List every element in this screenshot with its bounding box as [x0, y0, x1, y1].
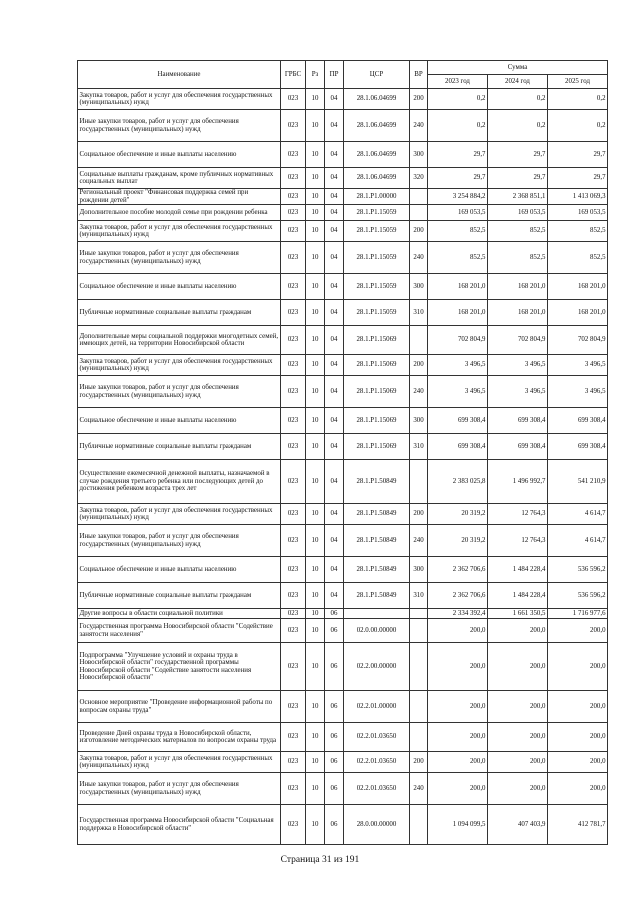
cell-rz: 10 [306, 205, 325, 221]
table-row [78, 557, 608, 583]
cell-2024: 29,7 [488, 168, 548, 189]
cell-2023: 200,0 [428, 752, 488, 773]
cell-csr: 28.1.06.04699 [344, 142, 410, 168]
cell-grbs: 023 [281, 752, 306, 773]
cell-vr [410, 691, 428, 723]
header-pr: ПР [325, 61, 344, 89]
cell-2025: 200,0 [548, 691, 608, 723]
cell-2023: 29,7 [428, 142, 488, 168]
cell-grbs: 023 [281, 805, 306, 845]
cell-2023: 852,5 [428, 242, 488, 274]
cell-2024: 702 804,9 [488, 326, 548, 355]
cell-grbs: 023 [281, 142, 306, 168]
cell-name: Проведение Дней охраны труда в Новосибирской области, изготовление методических материалов по вопросам охраны труда [78, 723, 281, 752]
cell-rz: 10 [306, 408, 325, 434]
cell-2025: 1 413 069,3 [548, 189, 608, 205]
cell-name: Социальные выплаты гражданам, кроме публичных нормативных социальных выплат [78, 168, 281, 189]
cell-csr: 28.1.P1.15069 [344, 408, 410, 434]
header-year-2025: 2025 год [548, 75, 608, 89]
table-row [78, 110, 608, 142]
cell-2024: 0,2 [488, 110, 548, 142]
cell-grbs: 023 [281, 355, 306, 376]
cell-2024: 200,0 [488, 723, 548, 752]
table-row [78, 89, 608, 110]
cell-vr: 300 [410, 557, 428, 583]
cell-pr: 04 [325, 434, 344, 460]
cell-2023: 1 094 099,5 [428, 805, 488, 845]
table-row [78, 408, 608, 434]
cell-pr: 04 [325, 460, 344, 504]
cell-pr: 06 [325, 773, 344, 805]
page-number: Страница 31 из 191 [280, 855, 360, 865]
cell-grbs: 023 [281, 189, 306, 205]
header-year-2023: 2023 год [428, 75, 488, 89]
cell-grbs: 023 [281, 205, 306, 221]
cell-2024: 3 496,5 [488, 355, 548, 376]
cell-rz: 10 [306, 619, 325, 643]
cell-pr: 04 [325, 376, 344, 408]
cell-vr: 300 [410, 274, 428, 300]
cell-csr: 28.1.P1.15069 [344, 376, 410, 408]
cell-2024: 169 053,5 [488, 205, 548, 221]
cell-grbs: 023 [281, 643, 306, 691]
table-row [78, 221, 608, 242]
cell-grbs: 023 [281, 89, 306, 110]
cell-name: Дополнительное пособие молодой семье при рождении ребенка [78, 205, 281, 221]
cell-grbs: 023 [281, 408, 306, 434]
cell-pr: 06 [325, 619, 344, 643]
cell-2024: 699 308,4 [488, 434, 548, 460]
cell-2023: 3 254 884,2 [428, 189, 488, 205]
cell-pr: 04 [325, 242, 344, 274]
cell-2023: 852,5 [428, 221, 488, 242]
header-vr: ВР [410, 61, 428, 89]
cell-csr: 02.0.00.00000 [344, 619, 410, 643]
cell-csr: 02.2.01.03650 [344, 723, 410, 752]
cell-rz: 10 [306, 805, 325, 845]
cell-pr: 04 [325, 300, 344, 326]
cell-pr: 04 [325, 142, 344, 168]
cell-rz: 10 [306, 557, 325, 583]
cell-csr: 28.1.P1.15059 [344, 205, 410, 221]
cell-csr [344, 609, 410, 619]
cell-csr: 28.1.P1.15069 [344, 355, 410, 376]
cell-2024: 200,0 [488, 691, 548, 723]
cell-2023: 200,0 [428, 619, 488, 643]
table-header [78, 61, 608, 89]
cell-rz: 10 [306, 242, 325, 274]
table-row [78, 189, 608, 205]
cell-name: Осуществление ежемесячной денежной выплаты, назначаемой в случае рождения третьего ребенка или последующих детей до достижения ребенком возраста трех лет [78, 460, 281, 504]
cell-rz: 10 [306, 189, 325, 205]
cell-csr: 28.1.06.04699 [344, 110, 410, 142]
cell-2025: 168 201,0 [548, 300, 608, 326]
cell-vr: 240 [410, 376, 428, 408]
cell-grbs: 023 [281, 326, 306, 355]
cell-2025: 536 596,2 [548, 557, 608, 583]
budget-table [77, 60, 608, 845]
cell-pr: 04 [325, 274, 344, 300]
cell-grbs: 023 [281, 723, 306, 752]
cell-2023: 699 308,4 [428, 408, 488, 434]
cell-2023: 200,0 [428, 773, 488, 805]
cell-csr: 28.1.06.04699 [344, 89, 410, 110]
cell-2024: 1 661 350,5 [488, 609, 548, 619]
cell-rz: 10 [306, 326, 325, 355]
cell-rz: 10 [306, 773, 325, 805]
cell-rz: 10 [306, 752, 325, 773]
cell-2025: 536 596,2 [548, 583, 608, 609]
cell-2023: 20 319,2 [428, 525, 488, 557]
cell-name: Закупка товаров, работ и услуг для обеспечения государственных (муниципальных) нужд [78, 504, 281, 525]
cell-name: Закупка товаров, работ и услуг для обеспечения государственных (муниципальных) нужд [78, 89, 281, 110]
cell-vr: 310 [410, 583, 428, 609]
cell-csr: 02.2.01.00000 [344, 691, 410, 723]
cell-grbs: 023 [281, 434, 306, 460]
cell-2025: 852,5 [548, 242, 608, 274]
cell-grbs: 023 [281, 773, 306, 805]
table-row [78, 619, 608, 643]
table-row [78, 773, 608, 805]
cell-grbs: 023 [281, 274, 306, 300]
cell-2025: 1 716 977,6 [548, 609, 608, 619]
cell-rz: 10 [306, 376, 325, 408]
cell-2023: 200,0 [428, 643, 488, 691]
cell-name: Закупка товаров, работ и услуг для обеспечения государственных (муниципальных) нужд [78, 752, 281, 773]
table-row [78, 326, 608, 355]
cell-csr: 28.1.P1.15069 [344, 326, 410, 355]
header-sum: Сумма [428, 61, 608, 75]
cell-grbs: 023 [281, 583, 306, 609]
cell-name: Другие вопросы в области социальной политики [78, 609, 281, 619]
cell-vr: 200 [410, 89, 428, 110]
table-row [78, 142, 608, 168]
table-row [78, 434, 608, 460]
cell-vr: 200 [410, 752, 428, 773]
cell-2024: 168 201,0 [488, 300, 548, 326]
cell-grbs: 023 [281, 557, 306, 583]
cell-name: Социальное обеспечение и иные выплаты населению [78, 274, 281, 300]
cell-rz: 10 [306, 583, 325, 609]
cell-grbs: 023 [281, 168, 306, 189]
cell-name: Иные закупки товаров, работ и услуг для обеспечения государственных (муниципальных) нужд [78, 773, 281, 805]
cell-rz: 10 [306, 691, 325, 723]
cell-2023: 2 362 706,6 [428, 583, 488, 609]
cell-2024: 699 308,4 [488, 408, 548, 434]
cell-2024: 852,5 [488, 242, 548, 274]
cell-2024: 12 764,3 [488, 504, 548, 525]
cell-2024: 2 368 851,1 [488, 189, 548, 205]
cell-2024: 1 484 228,4 [488, 583, 548, 609]
cell-2025: 3 496,5 [548, 355, 608, 376]
cell-name: Региональный проект "Финансовая поддержка семей при рождении детей" [78, 189, 281, 205]
cell-name: Социальное обеспечение и иные выплаты населению [78, 142, 281, 168]
cell-2023: 3 496,5 [428, 355, 488, 376]
cell-2025: 200,0 [548, 752, 608, 773]
cell-vr: 240 [410, 773, 428, 805]
cell-2025: 699 308,4 [548, 434, 608, 460]
cell-name: Иные закупки товаров, работ и услуг для обеспечения государственных (муниципальных) нужд [78, 525, 281, 557]
table-row [78, 525, 608, 557]
cell-pr: 04 [325, 89, 344, 110]
cell-vr: 320 [410, 168, 428, 189]
cell-pr: 04 [325, 168, 344, 189]
cell-vr [410, 643, 428, 691]
cell-vr [410, 805, 428, 845]
cell-rz: 10 [306, 274, 325, 300]
cell-name: Закупка товаров, работ и услуг для обеспечения государственных (муниципальных) нужд [78, 221, 281, 242]
cell-2024: 852,5 [488, 221, 548, 242]
cell-2023: 20 319,2 [428, 504, 488, 525]
cell-2023: 168 201,0 [428, 300, 488, 326]
cell-2025: 0,2 [548, 89, 608, 110]
cell-2024: 200,0 [488, 643, 548, 691]
cell-name: Иные закупки товаров, работ и услуг для обеспечения государственных (муниципальных) нужд [78, 110, 281, 142]
cell-vr [410, 460, 428, 504]
cell-name: Социальное обеспечение и иные выплаты населению [78, 557, 281, 583]
cell-name: Подпрограмма "Улучшение условий и охраны труда в Новосибирской области" государственной программы Новосибирской области "Содействие занятости населения Новосибирской области" [78, 643, 281, 691]
cell-csr: 02.2.01.03650 [344, 773, 410, 805]
cell-csr: 28.1.06.04699 [344, 168, 410, 189]
cell-grbs: 023 [281, 619, 306, 643]
cell-rz: 10 [306, 168, 325, 189]
cell-grbs: 023 [281, 460, 306, 504]
header-csr: ЦСР [344, 61, 410, 89]
cell-csr: 28.1.P1.50849 [344, 583, 410, 609]
cell-csr: 28.1.P1.15059 [344, 242, 410, 274]
cell-2025: 699 308,4 [548, 408, 608, 434]
cell-rz: 10 [306, 221, 325, 242]
cell-vr [410, 326, 428, 355]
cell-name: Дополнительные меры социальной поддержки многодетных семей, имеющих детей, на территории Новосибирской области [78, 326, 281, 355]
table-row [78, 376, 608, 408]
cell-csr: 02.2.01.03650 [344, 752, 410, 773]
cell-grbs: 023 [281, 242, 306, 274]
cell-2024: 407 403,9 [488, 805, 548, 845]
cell-2023: 2 334 392,4 [428, 609, 488, 619]
table-row [78, 609, 608, 619]
cell-grbs: 023 [281, 525, 306, 557]
cell-csr: 28.1.P1.15059 [344, 300, 410, 326]
cell-csr: 28.0.00.00000 [344, 805, 410, 845]
cell-name: Основное мероприятие "Проведение информационной работы по вопросам охраны труда" [78, 691, 281, 723]
cell-2023: 702 804,9 [428, 326, 488, 355]
cell-grbs: 023 [281, 609, 306, 619]
cell-pr: 06 [325, 609, 344, 619]
cell-pr: 06 [325, 752, 344, 773]
cell-csr: 28.1.P1.50849 [344, 525, 410, 557]
cell-2023: 0,2 [428, 110, 488, 142]
budget-table-sheet [77, 60, 607, 845]
cell-name: Иные закупки товаров, работ и услуг для обеспечения государственных (муниципальных) нужд [78, 376, 281, 408]
cell-vr: 200 [410, 221, 428, 242]
table-row [78, 300, 608, 326]
cell-rz: 10 [306, 142, 325, 168]
table-row [78, 504, 608, 525]
cell-2025: 0,2 [548, 110, 608, 142]
cell-rz: 10 [306, 525, 325, 557]
cell-2024: 29,7 [488, 142, 548, 168]
cell-name: Государственная программа Новосибирской области "Содействие занятости населения" [78, 619, 281, 643]
cell-2023: 200,0 [428, 691, 488, 723]
cell-2023: 168 201,0 [428, 274, 488, 300]
cell-grbs: 023 [281, 221, 306, 242]
table-row [78, 691, 608, 723]
cell-2025: 29,7 [548, 168, 608, 189]
cell-name: Публичные нормативные социальные выплаты гражданам [78, 300, 281, 326]
cell-name: Закупка товаров, работ и услуг для обеспечения государственных (муниципальных) нужд [78, 355, 281, 376]
cell-2023: 2 383 025,8 [428, 460, 488, 504]
cell-rz: 10 [306, 609, 325, 619]
table-row [78, 583, 608, 609]
cell-rz: 10 [306, 89, 325, 110]
cell-2025: 852,5 [548, 221, 608, 242]
table-row [78, 205, 608, 221]
cell-vr: 240 [410, 525, 428, 557]
cell-2023: 699 308,4 [428, 434, 488, 460]
cell-2024: 200,0 [488, 773, 548, 805]
cell-2025: 412 781,7 [548, 805, 608, 845]
cell-vr: 300 [410, 142, 428, 168]
header-name: Наименование [78, 61, 281, 89]
cell-2025: 200,0 [548, 643, 608, 691]
cell-2023: 3 496,5 [428, 376, 488, 408]
cell-pr: 04 [325, 221, 344, 242]
cell-vr: 200 [410, 504, 428, 525]
cell-vr: 300 [410, 408, 428, 434]
cell-vr [410, 189, 428, 205]
cell-csr: 28.1.P1.50849 [344, 504, 410, 525]
cell-vr: 200 [410, 355, 428, 376]
cell-2023: 0,2 [428, 89, 488, 110]
cell-pr: 06 [325, 723, 344, 752]
cell-pr: 04 [325, 525, 344, 557]
cell-csr: 28.1.P1.15059 [344, 274, 410, 300]
cell-pr: 04 [325, 355, 344, 376]
cell-pr: 04 [325, 326, 344, 355]
cell-name: Государственная программа Новосибирской области "Социальная поддержка в Новосибирской области" [78, 805, 281, 845]
cell-pr: 04 [325, 583, 344, 609]
table-row [78, 723, 608, 752]
cell-vr [410, 205, 428, 221]
cell-csr: 28.1.P1.15069 [344, 434, 410, 460]
cell-vr: 240 [410, 110, 428, 142]
table-row [78, 274, 608, 300]
cell-vr: 310 [410, 300, 428, 326]
cell-2023: 200,0 [428, 723, 488, 752]
cell-csr: 28.1.P1.00000 [344, 189, 410, 205]
cell-name: Иные закупки товаров, работ и услуг для обеспечения государственных (муниципальных) нужд [78, 242, 281, 274]
table-row [78, 643, 608, 691]
cell-vr [410, 723, 428, 752]
cell-grbs: 023 [281, 691, 306, 723]
cell-rz: 10 [306, 504, 325, 525]
cell-2025: 200,0 [548, 773, 608, 805]
cell-2024: 200,0 [488, 619, 548, 643]
cell-2023: 169 053,5 [428, 205, 488, 221]
cell-2025: 4 614,7 [548, 525, 608, 557]
cell-2025: 29,7 [548, 142, 608, 168]
cell-pr: 04 [325, 504, 344, 525]
cell-grbs: 023 [281, 300, 306, 326]
cell-pr: 06 [325, 643, 344, 691]
table-body [78, 89, 608, 845]
cell-pr: 04 [325, 408, 344, 434]
cell-2025: 702 804,9 [548, 326, 608, 355]
cell-rz: 10 [306, 723, 325, 752]
cell-2025: 200,0 [548, 619, 608, 643]
cell-rz: 10 [306, 355, 325, 376]
table-row [78, 355, 608, 376]
cell-pr: 04 [325, 557, 344, 583]
cell-2024: 200,0 [488, 752, 548, 773]
cell-2023: 2 362 706,6 [428, 557, 488, 583]
cell-rz: 10 [306, 110, 325, 142]
cell-csr: 28.1.P1.50849 [344, 460, 410, 504]
cell-2024: 3 496,5 [488, 376, 548, 408]
header-rz: Рз [306, 61, 325, 89]
cell-vr: 240 [410, 242, 428, 274]
cell-pr: 04 [325, 189, 344, 205]
cell-grbs: 023 [281, 376, 306, 408]
cell-2024: 0,2 [488, 89, 548, 110]
cell-pr: 04 [325, 110, 344, 142]
cell-vr [410, 619, 428, 643]
cell-2025: 541 210,9 [548, 460, 608, 504]
table-row [78, 168, 608, 189]
header-year-2024: 2024 год [488, 75, 548, 89]
cell-name: Социальное обеспечение и иные выплаты населению [78, 408, 281, 434]
cell-2025: 4 614,7 [548, 504, 608, 525]
cell-2024: 12 764,3 [488, 525, 548, 557]
cell-vr [410, 609, 428, 619]
cell-2024: 168 201,0 [488, 274, 548, 300]
cell-grbs: 023 [281, 504, 306, 525]
cell-rz: 10 [306, 434, 325, 460]
cell-2023: 29,7 [428, 168, 488, 189]
cell-name: Публичные нормативные социальные выплаты гражданам [78, 583, 281, 609]
cell-2024: 1 484 228,4 [488, 557, 548, 583]
cell-2025: 3 496,5 [548, 376, 608, 408]
cell-2025: 200,0 [548, 723, 608, 752]
table-row [78, 752, 608, 773]
table-row [78, 242, 608, 274]
table-row [78, 805, 608, 845]
cell-grbs: 023 [281, 110, 306, 142]
cell-pr: 06 [325, 691, 344, 723]
table-row [78, 460, 608, 504]
cell-rz: 10 [306, 643, 325, 691]
cell-2025: 168 201,0 [548, 274, 608, 300]
cell-vr: 310 [410, 434, 428, 460]
cell-rz: 10 [306, 300, 325, 326]
cell-csr: 02.2.00.00000 [344, 643, 410, 691]
cell-pr: 04 [325, 205, 344, 221]
cell-pr: 06 [325, 805, 344, 845]
cell-csr: 28.1.P1.15059 [344, 221, 410, 242]
header-grbs: ГРБС [281, 61, 306, 89]
cell-2024: 1 496 992,7 [488, 460, 548, 504]
cell-csr: 28.1.P1.50849 [344, 557, 410, 583]
cell-2025: 169 053,5 [548, 205, 608, 221]
cell-rz: 10 [306, 460, 325, 504]
cell-name: Публичные нормативные социальные выплаты гражданам [78, 434, 281, 460]
